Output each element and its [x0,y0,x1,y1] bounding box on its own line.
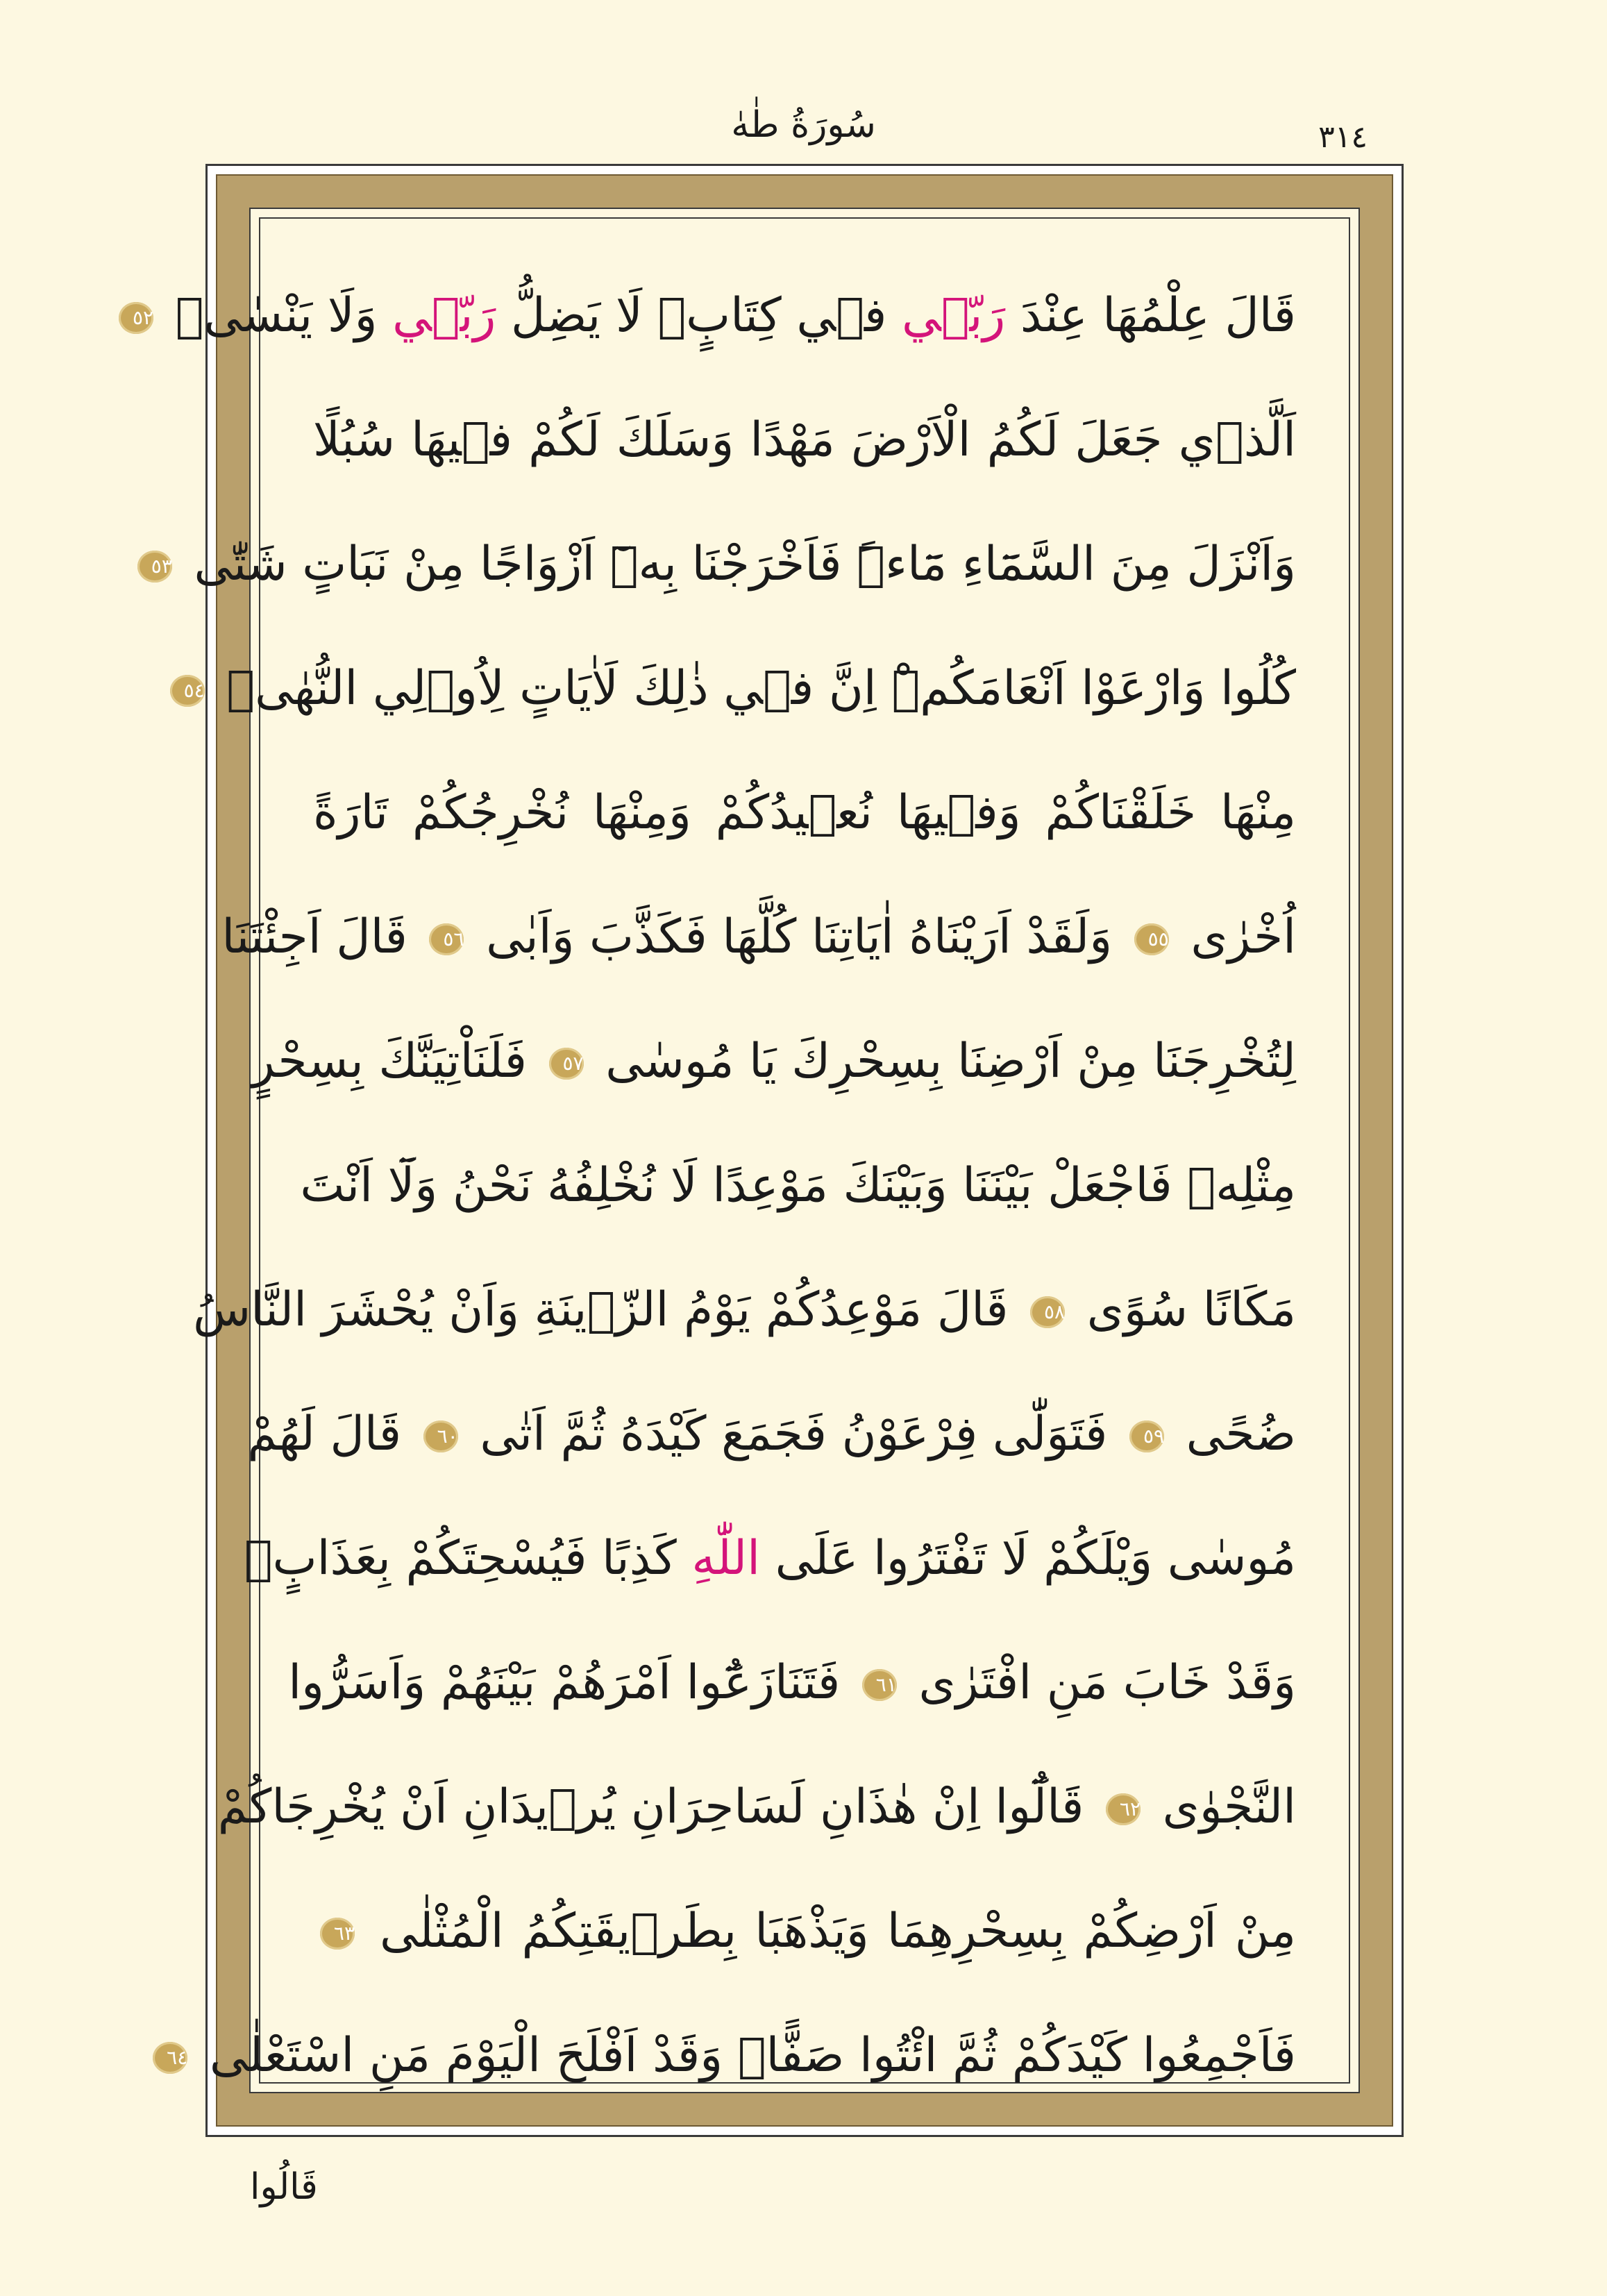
verse-text: لِتُخْرِجَنَا مِنْ اَرْضِنَا بِسِحْرِكَ يَا مُوسٰى [590,1034,1296,1089]
verse-text: قَالَ لَهُمْ [247,1407,417,1461]
verse-text: فَتَنَازَعُٓوا اَمْرَهُمْ بَيْنَهُمْ وَاَسَرُّوا [288,1655,855,1710]
gold-border [132,174,1393,2127]
verse-line [151,502,1296,626]
verse-text: وَقَدْ خَابَ مَنِ افْتَرٰى [903,1655,1296,1710]
verse-line [313,751,1296,875]
verse-line [251,999,1296,1123]
verse-text: قَالَ عِلْمُهَا عِنْدَ [1005,288,1296,343]
divine-name: اللّٰهِ [691,1531,760,1586]
verse-text: مِثْلِه۪ فَاجْعَلْ بَيْنَنَا وَبَيْنَكَ مَوْعِدًا لَا نُخْلِفُهُ نَحْنُ وَلَٓا اَنْتَ [300,1158,1296,1213]
verse-number-marker: ٥٨ [1030,1296,1065,1328]
verse-text: فَاَجْمِعُوا كَيْدَكُمْ ثُمَّ ائْتُوا صَفًّاۚ وَقَدْ اَفْلَحَ الْيَوْمَ مَنِ اسْتَعْلٰى [194,2028,1296,2083]
verse-text: النَّجْوٰى [1147,1779,1296,1834]
verse-line [288,1620,1296,1745]
verse-text: فَتَوَلّٰى فِرْعَوْنُ فَجَمَعَ كَيْدَهُ ثُمَّ اَتٰى [464,1407,1123,1461]
verse-line [313,1869,1296,1993]
catchword: قَالُوا [250,2166,318,2208]
verse-text: قَالَ اَجِئْتَنَا [221,910,423,964]
verse-number-marker: ٥٧ [549,1048,584,1080]
verse-text: ف۪ي كِتَابٍۚ لَا يَضِلُّ [496,288,902,343]
verse-number-marker: ٦٠ [423,1421,458,1452]
verse-line [221,875,1296,999]
verse-number-marker: ٥٦ [429,923,464,955]
page-header [0,97,1607,174]
verse-line [167,1993,1296,2118]
verse-line [313,378,1296,502]
verse-text: وَاَنْزَلَ مِنَ السَّمَٓاءِ مَٓاءًۜ فَاَخْرَجْنَا بِه۪ٓ اَزْوَاجًا مِنْ نَبَاتٍ شَتّٰى [178,537,1296,592]
verse-line [217,1745,1296,1869]
verse-text: اُخْرٰى [1175,910,1296,964]
verse-number-marker: ٥٥ [1134,923,1169,955]
verse-number-marker: ٦٣ [320,1918,355,1950]
verse-number-marker: ٦١ [862,1669,897,1701]
page-number: ٣١٤ [1318,119,1368,155]
verse-number-marker: ٥٣ [137,551,172,583]
verse-line [132,253,1296,378]
verse-text: وَلَا يَنْسٰىۘ [160,288,393,343]
verse-line [247,1372,1296,1496]
verse-text: قَالُٓوا اِنْ هٰذَانِ لَسَاحِرَانِ يُر۪يدَانِ اَنْ يُخْرِجَاكُمْ [217,1779,1099,1834]
text-panel [132,208,1360,2093]
verse-text: فَلَنَاْتِيَنَّكَ بِسِحْرٍ [251,1034,542,1089]
verse-number-marker: ٥٤ [170,675,205,707]
verse-number-marker: ٦٤ [153,2042,187,2074]
verse-text: وَلَقَدْ اَرَيْنَاهُ اٰيَاتِنَا كُلَّهَا فَكَذَّبَ وَاَبٰى [471,910,1127,964]
verse-line [193,1248,1296,1372]
verse-text: قَالَ مَوْعِدُكُمْ يَوْمُ الزّ۪ينَةِ وَاَنْ يُحْشَرَ النَّاسُ [193,1282,1024,1337]
verse-text: اَلَّذ۪ي جَعَلَ لَكُمُ الْاَرْضَ مَهْدًا وَسَلَكَ لَكُمْ ف۪يهَا سُبُلًا [313,412,1296,467]
verse-line [244,1496,1296,1620]
verse-text-area [132,253,1296,2083]
verse-line [300,1123,1296,1248]
divine-name: رَبّ۪ي [392,288,496,343]
verse-text: مَكَانًا سُوًى [1072,1282,1296,1337]
verse-number-marker: ٥٢ [119,302,153,334]
verse-line [183,626,1296,751]
surah-title: سُورَةُ طٰهٰ [731,104,876,146]
verse-text: مُوسٰى وَيْلَكُمْ لَا تَفْتَرُوا عَلَى [759,1531,1296,1586]
verse-text: ضُحًى [1171,1407,1296,1461]
verse-text: مِنْ اَرْضِكُمْ بِسِحْرِهِمَا وَيَذْهَبَا بِطَر۪يقَتِكُمُ الْمُثْلٰى [362,1904,1296,1959]
verse-text: مِنْهَا خَلَقْنَاكُمْ وَف۪يهَا نُع۪يدُكُمْ وَمِنْهَا نُخْرِجُكُمْ تَارَةً [313,785,1296,840]
verse-text: كُلُوا وَارْعَوْا اَنْعَامَكُمْۜ اِنَّ ف۪ي ذٰلِكَ لَاٰيَاتٍ لِاُو۬لِي النُّهٰىۜ [211,661,1296,716]
verse-number-marker: ٥٩ [1129,1421,1164,1452]
verse-number-marker: ٦٢ [1106,1793,1141,1825]
page-frame [132,164,1404,2137]
verse-text: كَذِبًا فَيُسْحِتَكُمْ بِعَذَابٍۚ [244,1531,692,1586]
divine-name: رَبّ۪ي [902,288,1006,343]
